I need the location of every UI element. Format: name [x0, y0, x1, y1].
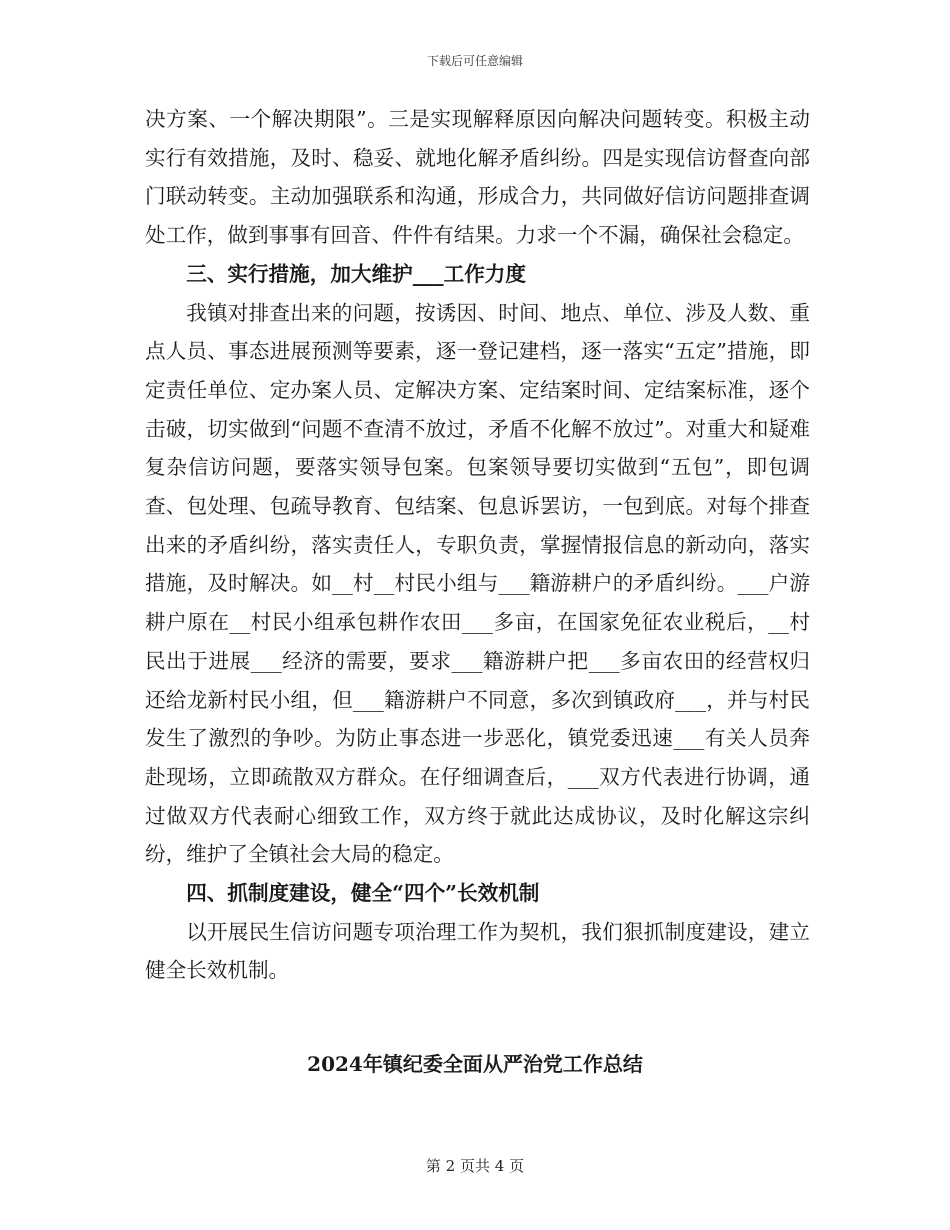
page-number: 第 2 页共 4 页	[425, 1157, 525, 1175]
next-document-title: 2024年镇纪委全面从严治党工作总结	[307, 1052, 643, 1076]
document-body	[145, 100, 810, 990]
section-heading-3: 三、实行措施，加大维护___工作力度	[186, 261, 526, 286]
page-header-note: 下载后可任意编辑	[426, 54, 523, 68]
section-heading-4: 四、抓制度建设，健全“四个”长效机制	[186, 881, 540, 906]
paragraph-measures: 我镇对排查出来的问题，按诱因、时间、地点、单位、涉及人数、重点人员、事态进展预测等要素，逐一登记建档，逐一落实“五定”措施，即定责任单位、定办案人员、定解决方案、定结案时间、定结案标准，逐个击破，切实做到“问题不查清不放过，矛盾不化解不放过”。对重大和疑难复杂信访问题，要落实领导包案。包案领导要切实做到“五包”，即包调查、包处理、包疏导教育、包结案、包息诉罢访，一包到底。对每个排查出来的矛盾纠纷，落实责任人，专职负责，掌握情报信息的新动向，落实措施，及时解决。如__村__村民小组与___籍游耕户的矛盾纠纷。___户游耕户原在__村民小组承包耕作农田___多亩，在国家免征农业税后，__村民出于进展___经济的需要，要求___籍游耕户把___多亩农田的经营权归还给龙新村民小组，但___籍游耕户不同意，多次到镇政府___，并与村民发生了激烈的争吵。为防止事态进一步恶化，镇党委迅速___有关人员奔赴现场，立即疏散双方群众。在仔细调查后，___双方代表进行协调，通过做双方代表耐心细致工作，双方终于就此达成协议，及时化解这宗纠纷，维护了全镇社会大局的稳定。	[145, 300, 810, 867]
paragraph-mechanism: 以开展民生信访问题专项治理工作为契机，我们狠抓制度建设，建立健全长效机制。	[145, 919, 810, 983]
paragraph-continued: 决方案、一个解决期限”。三是实现解释原因向解决问题转变。积极主动实行有效措施，及时、稳妥、就地化解矛盾纠纷。四是实现信访督查向部门联动转变。主动加强联系和沟通，形成合力，共同做好信访问题排查调处工作，做到事事有回音、件件有结果。力求一个不漏，确保社会稳定。	[145, 107, 810, 248]
